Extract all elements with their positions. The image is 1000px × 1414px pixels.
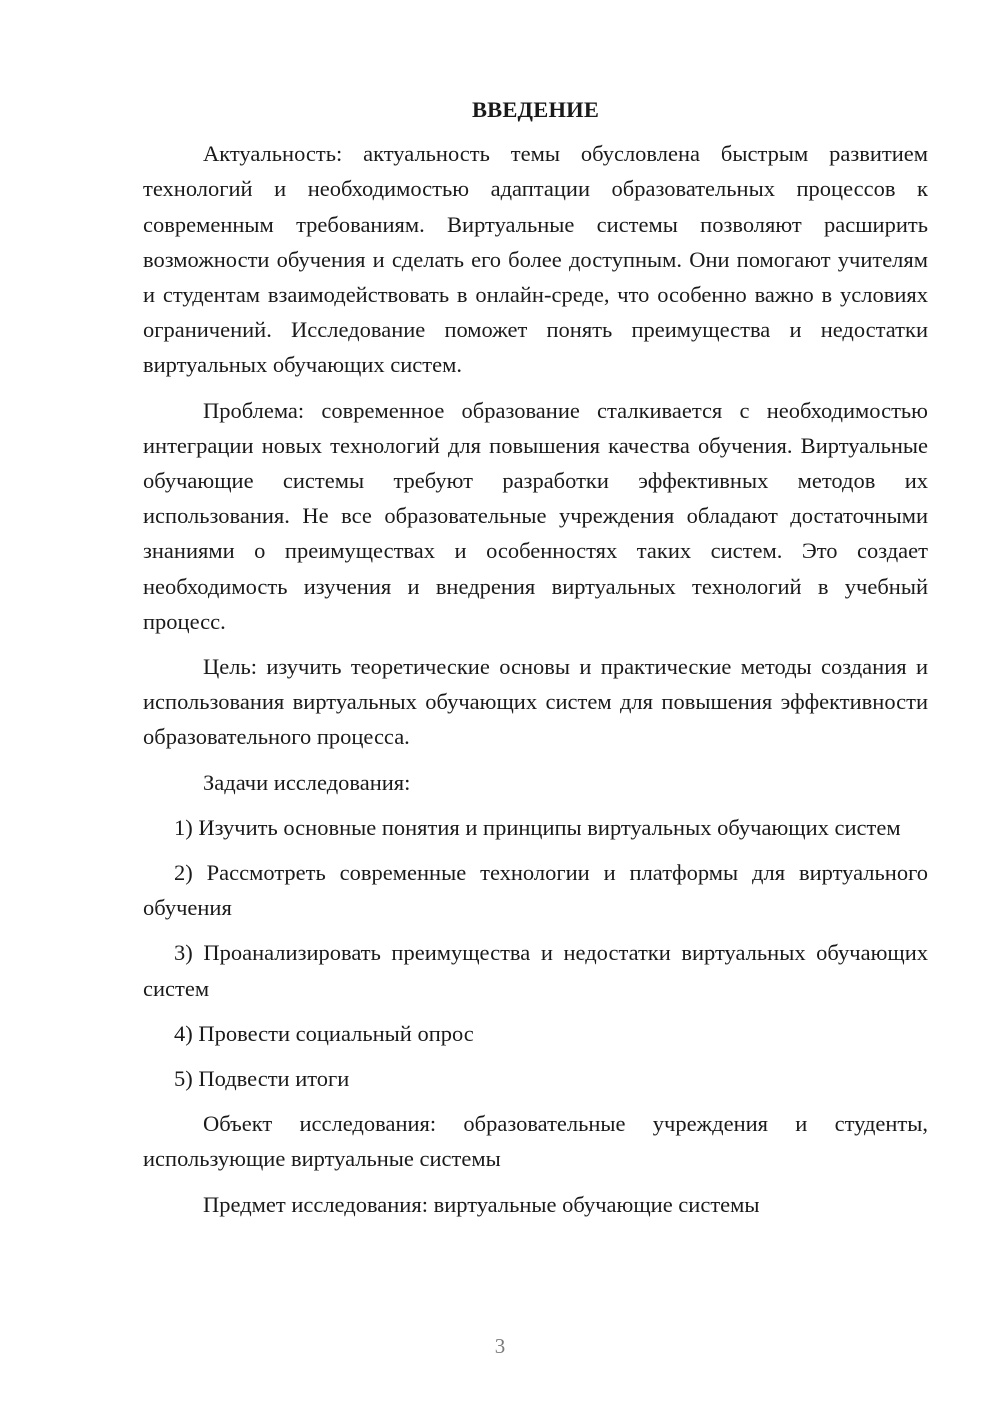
list-item: 3) Проанализировать преимущества и недостатки виртуальных обучающих систем [143,940,928,1001]
list-item: 5) Подвести итоги [174,1066,350,1092]
list-item: 2) Рассмотреть современные технологии и платформы для виртуального обучения [143,860,928,921]
list-item: 4) Провести социальный опрос [174,1020,474,1046]
tasks-title: Задачи исследования: [203,769,411,795]
list-item: 1) Изучить основные понятия и принципы виртуальных обучающих систем [174,814,901,840]
page-number: 3 [494,1334,506,1358]
paragraph-problem: Проблема: современное образование сталкивается с необходимостью интеграции новых технологий для повышения качества обучения. Виртуальные обучающие системы требуют разработки эффективных методов их использования. Не все образовательные учреждения обладают достаточными знаниями о преимуществах и особенностях таких систем. Это создает необходимость изучения и внедрения виртуальных технологий в учебный процесс. [143,397,928,634]
paragraph-object: Объект исследования: образовательные учреждения и студенты, использующие виртуальные системы [143,1111,928,1172]
document-page [143,92,928,1232]
paragraph-subject: Предмет исследования: виртуальные обучающие системы [203,1191,760,1217]
paragraph-goal: Цель: изучить теоретические основы и практические методы создания и использования виртуальных обучающих систем для повышения эффективности образовательного процесса. [143,654,928,750]
paragraph-relevance: Актуальность: актуальность темы обусловлена быстрым развитием технологий и необходимостью адаптации образовательных процессов к современным требованиям. Виртуальные системы позволяют расширить возможности обучения и сделать его более доступным. Они помогают учителям и студентам взаимодействовать в онлайн-среде, что особенно важно в условиях ограничений. Исследование поможет понять преимущества и недостатки виртуальных обучающих систем. [143,141,928,378]
section-heading: ВВЕДЕНИЕ [471,97,600,122]
tasks-list [143,810,928,1096]
